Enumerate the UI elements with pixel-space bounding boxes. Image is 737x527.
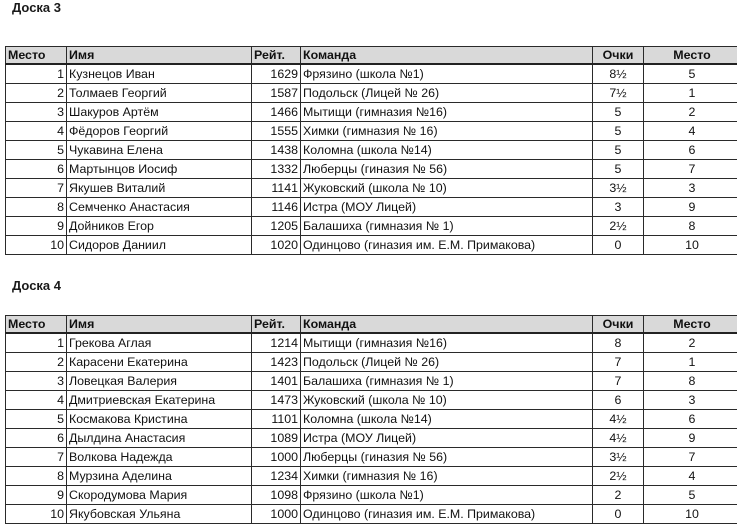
header-name: Имя	[67, 47, 252, 65]
header-team: Команда	[301, 316, 593, 334]
cell-team: Химки (гимназия № 16)	[301, 467, 593, 486]
cell-rating: 1089	[252, 429, 301, 448]
cell-points: 7	[593, 353, 644, 372]
cell-points: 3	[593, 198, 644, 217]
cell-team: Подольск (Лицей № 26)	[301, 84, 593, 103]
cell-place: 2	[6, 353, 67, 372]
cell-rating: 1473	[252, 391, 301, 410]
header-team: Команда	[301, 47, 593, 65]
cell-name: Чукавина Елена	[67, 141, 252, 160]
cell-team: Мытищи (гимназия №16)	[301, 103, 593, 122]
cell-team: Жуковский (школа № 10)	[301, 391, 593, 410]
table-row	[6, 486, 737, 505]
cell-rating: 1101	[252, 410, 301, 429]
cell-name: Фёдоров Георгий	[67, 122, 252, 141]
cell-place: 2	[6, 84, 67, 103]
cell-final-place: 9	[644, 198, 737, 217]
cell-team: Одинцово (гиназия им. Е.М. Примакова)	[301, 236, 593, 255]
cell-name: Семченко Анастасия	[67, 198, 252, 217]
table-row	[6, 217, 737, 236]
cell-rating: 1438	[252, 141, 301, 160]
table-row	[6, 505, 737, 524]
cell-name: Грекова Аглая	[67, 333, 252, 353]
cell-name: Космакова Кристина	[67, 410, 252, 429]
cell-points: 6	[593, 391, 644, 410]
cell-points: 0	[593, 236, 644, 255]
cell-name: Скородумова Мария	[67, 486, 252, 505]
cell-points: 5	[593, 122, 644, 141]
cell-rating: 1466	[252, 103, 301, 122]
cell-final-place: 7	[644, 448, 737, 467]
cell-name: Шакуров Артём	[67, 103, 252, 122]
cell-points: 2½	[593, 217, 644, 236]
cell-points: 0	[593, 505, 644, 524]
table-row	[6, 198, 737, 217]
header-rating: Рейт.	[252, 47, 301, 65]
cell-final-place: 5	[644, 486, 737, 505]
cell-rating: 1234	[252, 467, 301, 486]
header-final-place: Место	[644, 47, 737, 65]
cell-team: Балашиха (гимназия № 1)	[301, 372, 593, 391]
cell-name: Кузнецов Иван	[67, 64, 252, 84]
cell-points: 2	[593, 486, 644, 505]
table-row	[6, 353, 737, 372]
header-rating: Рейт.	[252, 316, 301, 334]
table-row	[6, 84, 737, 103]
cell-rating: 1555	[252, 122, 301, 141]
cell-final-place: 4	[644, 467, 737, 486]
board-3-table	[5, 46, 737, 255]
cell-name: Сидоров Даниил	[67, 236, 252, 255]
header-place: Место	[6, 47, 67, 65]
cell-final-place: 6	[644, 410, 737, 429]
cell-rating: 1098	[252, 486, 301, 505]
cell-name: Дмитриевская Екатерина	[67, 391, 252, 410]
cell-place: 5	[6, 141, 67, 160]
table-row	[6, 448, 737, 467]
board-4-rows	[6, 333, 737, 524]
cell-team: Коломна (школа №14)	[301, 410, 593, 429]
cell-final-place: 10	[644, 236, 737, 255]
cell-place: 4	[6, 122, 67, 141]
cell-points: 8½	[593, 64, 644, 84]
table-row	[6, 467, 737, 486]
header-place: Место	[6, 316, 67, 334]
cell-place: 6	[6, 160, 67, 179]
cell-points: 4½	[593, 429, 644, 448]
cell-name: Карасени Екатерина	[67, 353, 252, 372]
cell-final-place: 3	[644, 391, 737, 410]
cell-name: Мартынцов Иосиф	[67, 160, 252, 179]
cell-final-place: 10	[644, 505, 737, 524]
cell-team: Фрязино (школа №1)	[301, 64, 593, 84]
cell-rating: 1423	[252, 353, 301, 372]
header-points: Очки	[593, 316, 644, 334]
cell-final-place: 3	[644, 179, 737, 198]
table-row	[6, 160, 737, 179]
cell-points: 5	[593, 160, 644, 179]
cell-final-place: 2	[644, 103, 737, 122]
table-row	[6, 410, 737, 429]
cell-rating: 1000	[252, 448, 301, 467]
cell-team: Люберцы (гиназия № 56)	[301, 160, 593, 179]
board-3-title: Доска 3	[12, 0, 61, 15]
header-points: Очки	[593, 47, 644, 65]
cell-team: Люберцы (гиназия № 56)	[301, 448, 593, 467]
cell-place: 8	[6, 198, 67, 217]
table-row	[6, 372, 737, 391]
table-row	[6, 333, 737, 353]
cell-name: Толмаев Георгий	[67, 84, 252, 103]
cell-points: 3½	[593, 448, 644, 467]
cell-team: Одинцово (гиназия им. Е.М. Примакова)	[301, 505, 593, 524]
cell-name: Дылдина Анастасия	[67, 429, 252, 448]
table-row	[6, 429, 737, 448]
cell-rating: 1020	[252, 236, 301, 255]
cell-points: 8	[593, 333, 644, 353]
cell-final-place: 4	[644, 122, 737, 141]
cell-final-place: 5	[644, 64, 737, 84]
cell-final-place: 7	[644, 160, 737, 179]
cell-rating: 1146	[252, 198, 301, 217]
table-row	[6, 122, 737, 141]
table-row	[6, 391, 737, 410]
board-4-table	[5, 315, 737, 524]
cell-team: Подольск (Лицей № 26)	[301, 353, 593, 372]
table-header-row	[6, 316, 737, 334]
cell-final-place: 2	[644, 333, 737, 353]
cell-points: 5	[593, 141, 644, 160]
cell-place: 9	[6, 217, 67, 236]
header-name: Имя	[67, 316, 252, 334]
cell-name: Дойников Егор	[67, 217, 252, 236]
cell-rating: 1332	[252, 160, 301, 179]
cell-place: 3	[6, 372, 67, 391]
cell-points: 3½	[593, 179, 644, 198]
table-header-row	[6, 47, 737, 65]
cell-points: 7	[593, 372, 644, 391]
cell-place: 1	[6, 333, 67, 353]
cell-rating: 1141	[252, 179, 301, 198]
cell-rating: 1629	[252, 64, 301, 84]
header-final-place: Место	[644, 316, 737, 334]
table-row	[6, 236, 737, 255]
cell-final-place: 8	[644, 217, 737, 236]
cell-place: 7	[6, 179, 67, 198]
cell-name: Мурзина Аделина	[67, 467, 252, 486]
cell-place: 6	[6, 429, 67, 448]
cell-place: 8	[6, 467, 67, 486]
cell-rating: 1401	[252, 372, 301, 391]
cell-place: 1	[6, 64, 67, 84]
cell-team: Коломна (школа №14)	[301, 141, 593, 160]
cell-place: 10	[6, 236, 67, 255]
cell-final-place: 1	[644, 353, 737, 372]
cell-rating: 1214	[252, 333, 301, 353]
cell-points: 7½	[593, 84, 644, 103]
table-row	[6, 64, 737, 84]
cell-place: 7	[6, 448, 67, 467]
cell-points: 5	[593, 103, 644, 122]
cell-team: Фрязино (школа №1)	[301, 486, 593, 505]
cell-final-place: 9	[644, 429, 737, 448]
table-row	[6, 179, 737, 198]
cell-final-place: 1	[644, 84, 737, 103]
cell-place: 4	[6, 391, 67, 410]
cell-rating: 1205	[252, 217, 301, 236]
cell-final-place: 8	[644, 372, 737, 391]
board-3-rows	[6, 64, 737, 255]
cell-points: 4½	[593, 410, 644, 429]
cell-name: Якубовская Ульяна	[67, 505, 252, 524]
cell-place: 9	[6, 486, 67, 505]
table-row	[6, 103, 737, 122]
cell-final-place: 6	[644, 141, 737, 160]
cell-points: 2½	[593, 467, 644, 486]
cell-team: Химки (гимназия № 16)	[301, 122, 593, 141]
cell-rating: 1000	[252, 505, 301, 524]
cell-team: Жуковский (школа № 10)	[301, 179, 593, 198]
cell-team: Истра (МОУ Лицей)	[301, 429, 593, 448]
cell-place: 5	[6, 410, 67, 429]
cell-name: Ловецкая Валерия	[67, 372, 252, 391]
cell-rating: 1587	[252, 84, 301, 103]
board-4-title: Доска 4	[12, 278, 61, 293]
cell-name: Волкова Надежда	[67, 448, 252, 467]
cell-place: 10	[6, 505, 67, 524]
cell-name: Якушев Виталий	[67, 179, 252, 198]
cell-team: Балашиха (гимназия № 1)	[301, 217, 593, 236]
table-row	[6, 141, 737, 160]
cell-place: 3	[6, 103, 67, 122]
cell-team: Мытищи (гимназия №16)	[301, 333, 593, 353]
cell-team: Истра (МОУ Лицей)	[301, 198, 593, 217]
